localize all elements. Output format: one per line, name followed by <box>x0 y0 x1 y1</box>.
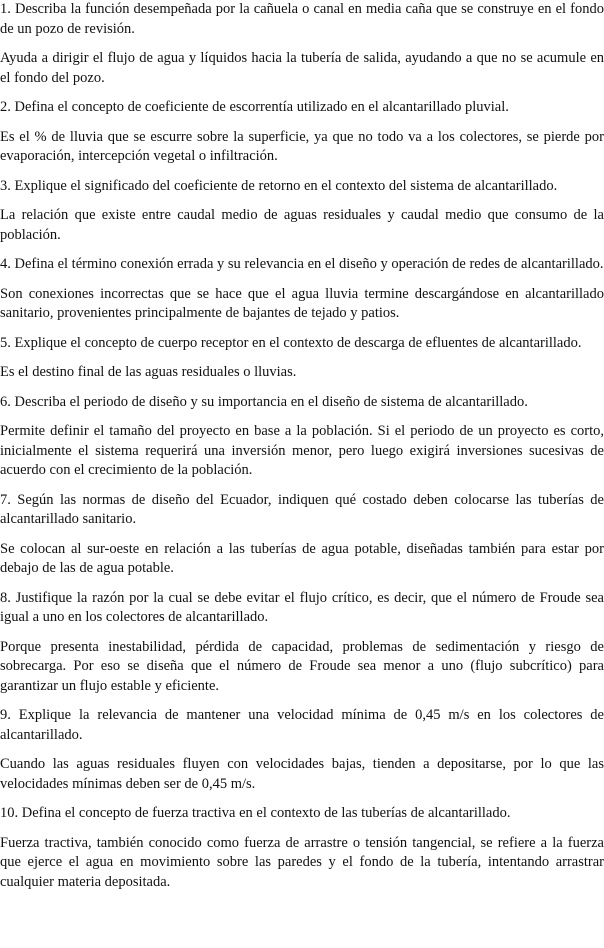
question-6: 6. Describa el periodo de diseño y su importancia en el diseño de sistema de alcantarillado. <box>0 393 528 410</box>
question-7: 7. Según las normas de diseño del Ecuador, indiquen qué costado deben colocarse las tuberías de alcantarillado sanitario. <box>0 491 604 527</box>
question-8: 8. Justifique la razón por la cual se debe evitar el flujo crítico, es decir, que el número de Froude sea igual a uno en los colectores de alcantarillado. <box>0 589 604 625</box>
question-9: 9. Explique la relevancia de mantener una velocidad mínima de 0,45 m/s en los colectores de alcantarillado. <box>0 707 604 743</box>
question-10: 10. Defina el concepto de fuerza tractiva en el contexto de las tuberías de alcantarillado. <box>0 805 511 821</box>
answer-1: Ayuda a dirigir el flujo de agua y líquidos hacia la tubería de salida, ayudando a que no se acumule en el fondo del pozo. <box>0 50 604 86</box>
answer-6: Permite definir el tamaño del proyecto en base a la población. Si el periodo de un proyecto es corto, inicialmente el sistema requerirá una inversión menor, pero luego exigirá inversiones sucesivas de acuerdo con el crecimiento de la población. <box>0 423 604 478</box>
question-3: 3. Explique el significado del coeficiente de retorno en el contexto del sistema de alcantarillado. <box>0 177 558 194</box>
question-5: 5. Explique el concepto de cuerpo receptor en el contexto de descarga de efluentes de alcantarillado. <box>0 334 582 351</box>
answer-8: Porque presenta inestabilidad, pérdida de capacidad, problemas de sedimentación y riesgo de sobrecarga. Por eso se diseña que el número de Froude sea menor a uno (flujo subcrítico) para garantizar un flujo estable y eficiente. <box>0 638 604 694</box>
answer-7: Se colocan al sur-oeste en relación a las tuberías de agua potable, diseñadas también para estar por debajo de las de agua potable. <box>0 540 604 576</box>
question-1: 1. Describa la función desempeñada por la cañuela o canal en media caña que se construye en el fondo de un pozo de revisión. <box>0 1 604 37</box>
answer-2: Es el % de lluvia que se escurre sobre la superficie, ya que no todo va a los colectores, se pierde por evaporación, intercepción vegetal o infiltración. <box>0 128 604 164</box>
answer-9: Cuando las aguas residuales fluyen con velocidades bajas, tienden a depositarse, por lo que las velocidades mínimas deben ser de 0,45 m/s. <box>0 756 604 792</box>
answer-3: La relación que existe entre caudal medio de aguas residuales y caudal medio que consumo de la población. <box>0 207 604 243</box>
question-4: 4. Defina el término conexión errada y su relevancia en el diseño y operación de redes de alcantarillado. <box>0 256 604 272</box>
answer-10: Fuerza tractiva, también conocido como fuerza de arrastre o tensión tangencial, se refiere a la fuerza que ejerce el agua en movimiento sobre las paredes y el fondo de la tubería, intentando arrastrar cualquier materia depositada. <box>0 834 604 890</box>
answer-4: Son conexiones incorrectas que se hace que el agua lluvia termine descargándose en alcantarillado sanitario, provenientes principalmente de bajantes de tejado y patios. <box>0 285 604 321</box>
question-2: 2. Defina el concepto de coeficiente de escorrentía utilizado en el alcantarillado pluvial. <box>0 99 509 115</box>
answer-5: Es el destino final de las aguas residuales o lluvias. <box>0 364 297 380</box>
